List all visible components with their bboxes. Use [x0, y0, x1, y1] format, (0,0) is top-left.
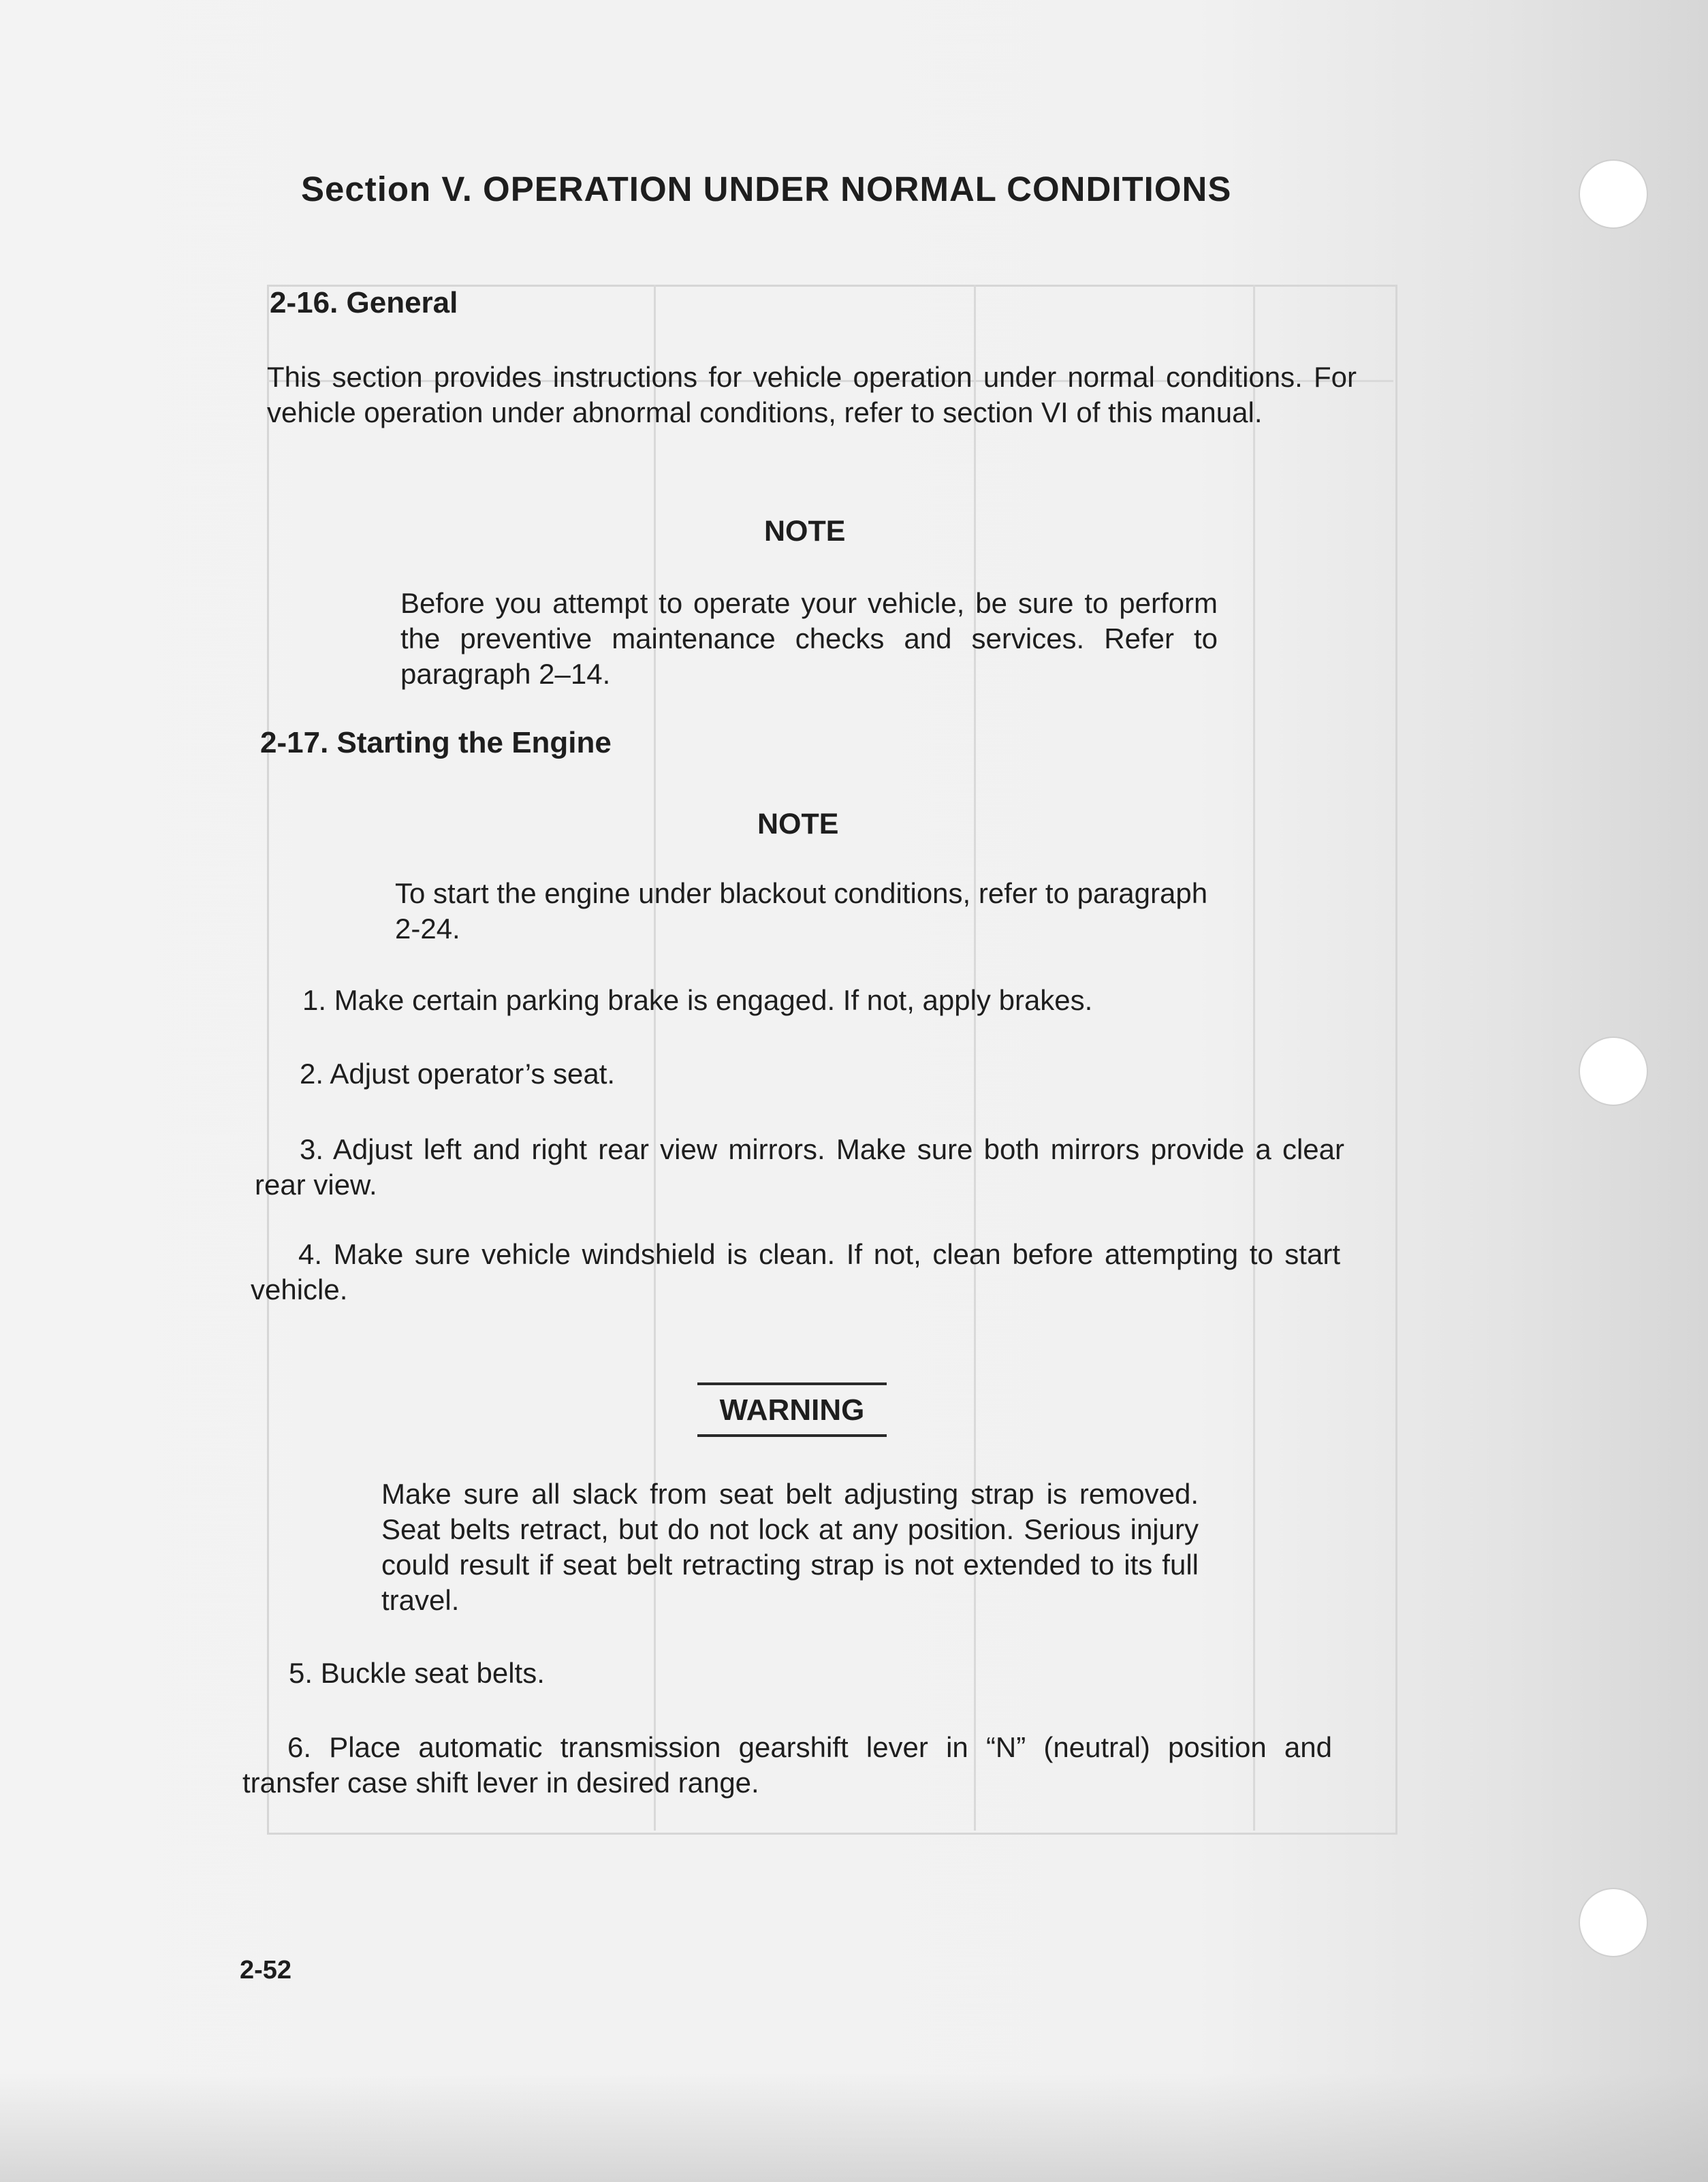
- page-number: 2-52: [240, 1956, 292, 1985]
- note-text: Before you attempt to operate your vehicle, be sure to perform the preventive maintenance checks and services. Refer to paragraph 2–14.: [400, 587, 1218, 690]
- heading-2-17: 2-17. Starting the Engine: [260, 726, 612, 759]
- punch-hole: [1579, 159, 1648, 229]
- step-item: 3. Adjust left and right rear view mirrors. Make sure both mirrors provide a clear rear view.: [255, 1133, 1344, 1201]
- step-item: 5. Buckle seat belts.: [289, 1657, 545, 1689]
- note-label: NOTE: [757, 808, 839, 840]
- step-item: 2. Adjust operator’s seat.: [300, 1058, 616, 1090]
- note-label: NOTE: [764, 515, 846, 548]
- section-title: Section V. OPERATION UNDER NORMAL CONDITIONS: [301, 170, 1232, 208]
- heading-2-16: 2-16. General: [270, 286, 458, 319]
- punch-hole: [1579, 1037, 1648, 1106]
- scan-shadow: [0, 2073, 1708, 2182]
- bleed-through-rule: [1253, 285, 1255, 1831]
- step-item: 1. Make certain parking brake is engaged. If not, apply brakes.: [302, 984, 1093, 1016]
- step-item: 4. Make sure vehicle windshield is clean. If not, clean before attempting to start vehicle.: [251, 1238, 1340, 1306]
- general-paragraph: This section provides instructions for vehicle operation under normal conditions. For vehicle operation under abnormal conditions, refer to section VI of this manual.: [267, 361, 1357, 428]
- note-text: To start the engine under blackout conditions, refer to paragraph 2-24.: [395, 877, 1208, 945]
- warning-text: Make sure all slack from seat belt adjusting strap is removed. Seat belts retract, but do not lock at any position. Serious injury could result if seat belt retracting strap is not extended to its full travel.: [381, 1478, 1199, 1616]
- step-item: 6. Place automatic transmission gearshift lever in “N” (neutral) position and transfer case shift lever in desired range.: [242, 1731, 1332, 1799]
- warning-label: WARNING: [697, 1382, 887, 1437]
- punch-hole: [1579, 1888, 1648, 1957]
